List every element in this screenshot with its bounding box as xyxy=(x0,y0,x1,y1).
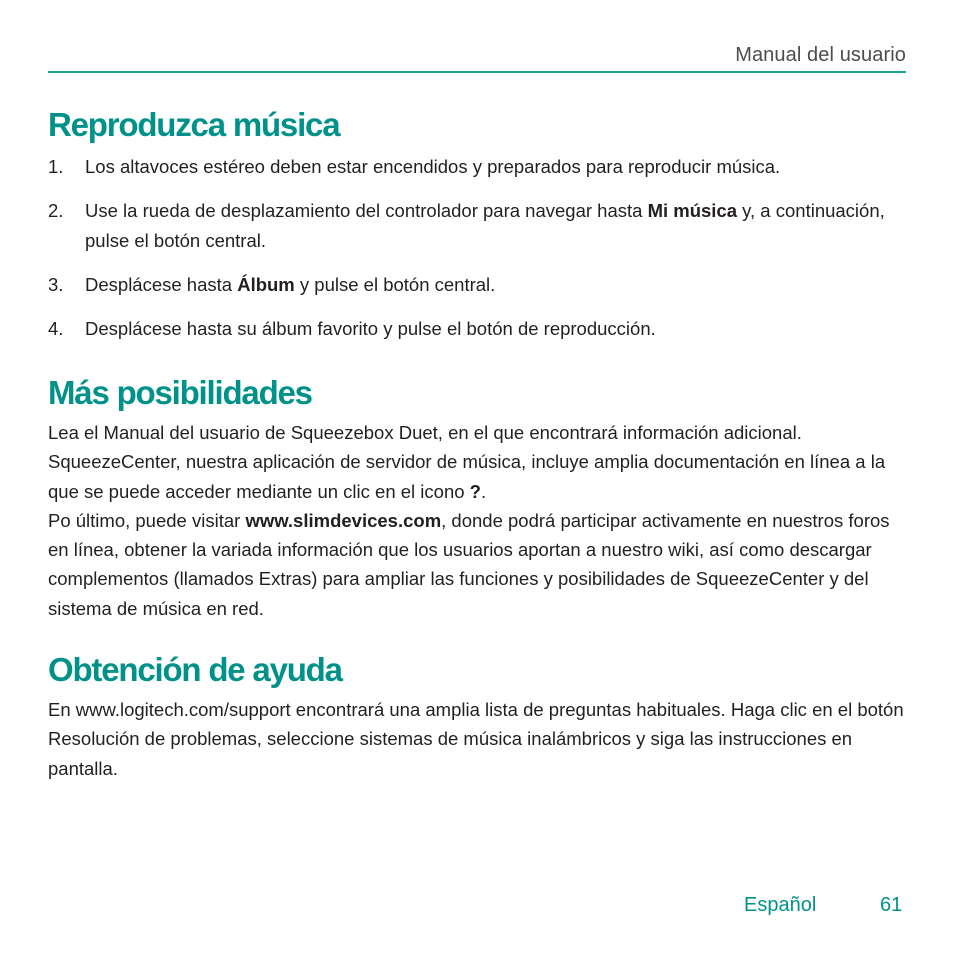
menu-term-album: Álbum xyxy=(237,274,295,295)
section-get-help xyxy=(48,649,910,783)
help-icon-symbol: ? xyxy=(469,480,481,502)
paragraph-text: Po último, puede visitar xyxy=(48,509,246,531)
step-text xyxy=(85,270,495,300)
section-heading-more-possibilities: Más posibilidades xyxy=(48,374,312,411)
list-item-step-1 xyxy=(48,152,910,182)
step-number: 1. xyxy=(48,156,64,177)
paragraph-text: , donde podrá participar activamente en nuestros foros en línea, obtener la variada información que los usuarios aportan a nuestro wiki, así como descargar complementos (llamados Extras) para ampliar las funciones y posibilidades de SqueezeCenter y del sistema de música en red. xyxy=(48,509,890,619)
step-text-part: Use la rueda de desplazamiento del controlador para navegar hasta xyxy=(85,200,648,221)
step-number: 2. xyxy=(48,200,64,221)
page-content xyxy=(48,104,910,783)
menu-term-mi-musica: Mi música xyxy=(647,200,738,221)
header-divider xyxy=(48,71,906,73)
step-text-part: Desplácese hasta xyxy=(85,274,238,295)
step-text xyxy=(85,314,656,344)
step-text xyxy=(85,152,780,182)
section-more-possibilities xyxy=(48,372,910,623)
section-play-music xyxy=(48,104,910,344)
paragraph-more-possibilities xyxy=(48,418,910,623)
step-number: 4. xyxy=(48,318,64,339)
list-item-step-4 xyxy=(48,314,910,344)
footer-language: Español xyxy=(744,894,817,916)
step-text-part: y, a continuación, pulse el botón central. xyxy=(85,200,885,251)
step-text-part: Desplácese hasta su álbum favorito y pulse el botón de reproducción. xyxy=(85,318,656,339)
running-header-title: Manual del usuario xyxy=(735,44,906,66)
paragraph-text: . xyxy=(480,480,487,502)
website-link[interactable]: www.slimdevices.com xyxy=(245,509,442,531)
list-item-step-3 xyxy=(48,270,910,300)
steps-list xyxy=(48,152,910,344)
step-text-part: y pulse el botón central. xyxy=(294,274,496,295)
step-number: 3. xyxy=(48,274,64,295)
step-text-part: Los altavoces estéreo deben estar encendidos y preparados para reproducir música. xyxy=(85,156,781,177)
paragraph-get-help: En www.logitech.com/support encontrará una amplia lista de preguntas habituales. Haga clic en el botón Resolución de problemas, seleccione sistemas de música inalámbricos y siga las instrucciones en pantalla. xyxy=(48,699,904,779)
list-item-step-2 xyxy=(48,196,910,256)
step-text xyxy=(85,196,910,256)
paragraph-text: Lea el Manual del usuario de Squeezebox Duet, en el que encontrará información adicional. SqueezeCenter, nuestra aplicación de servidor de música, incluye amplia documentación en línea a la que se puede acceder mediante un clic en el icono xyxy=(48,422,886,502)
page-number: 61 xyxy=(880,894,903,916)
section-heading-play-music: Reproduzca música xyxy=(48,106,340,143)
section-heading-get-help: Obtención de ayuda xyxy=(48,651,342,689)
